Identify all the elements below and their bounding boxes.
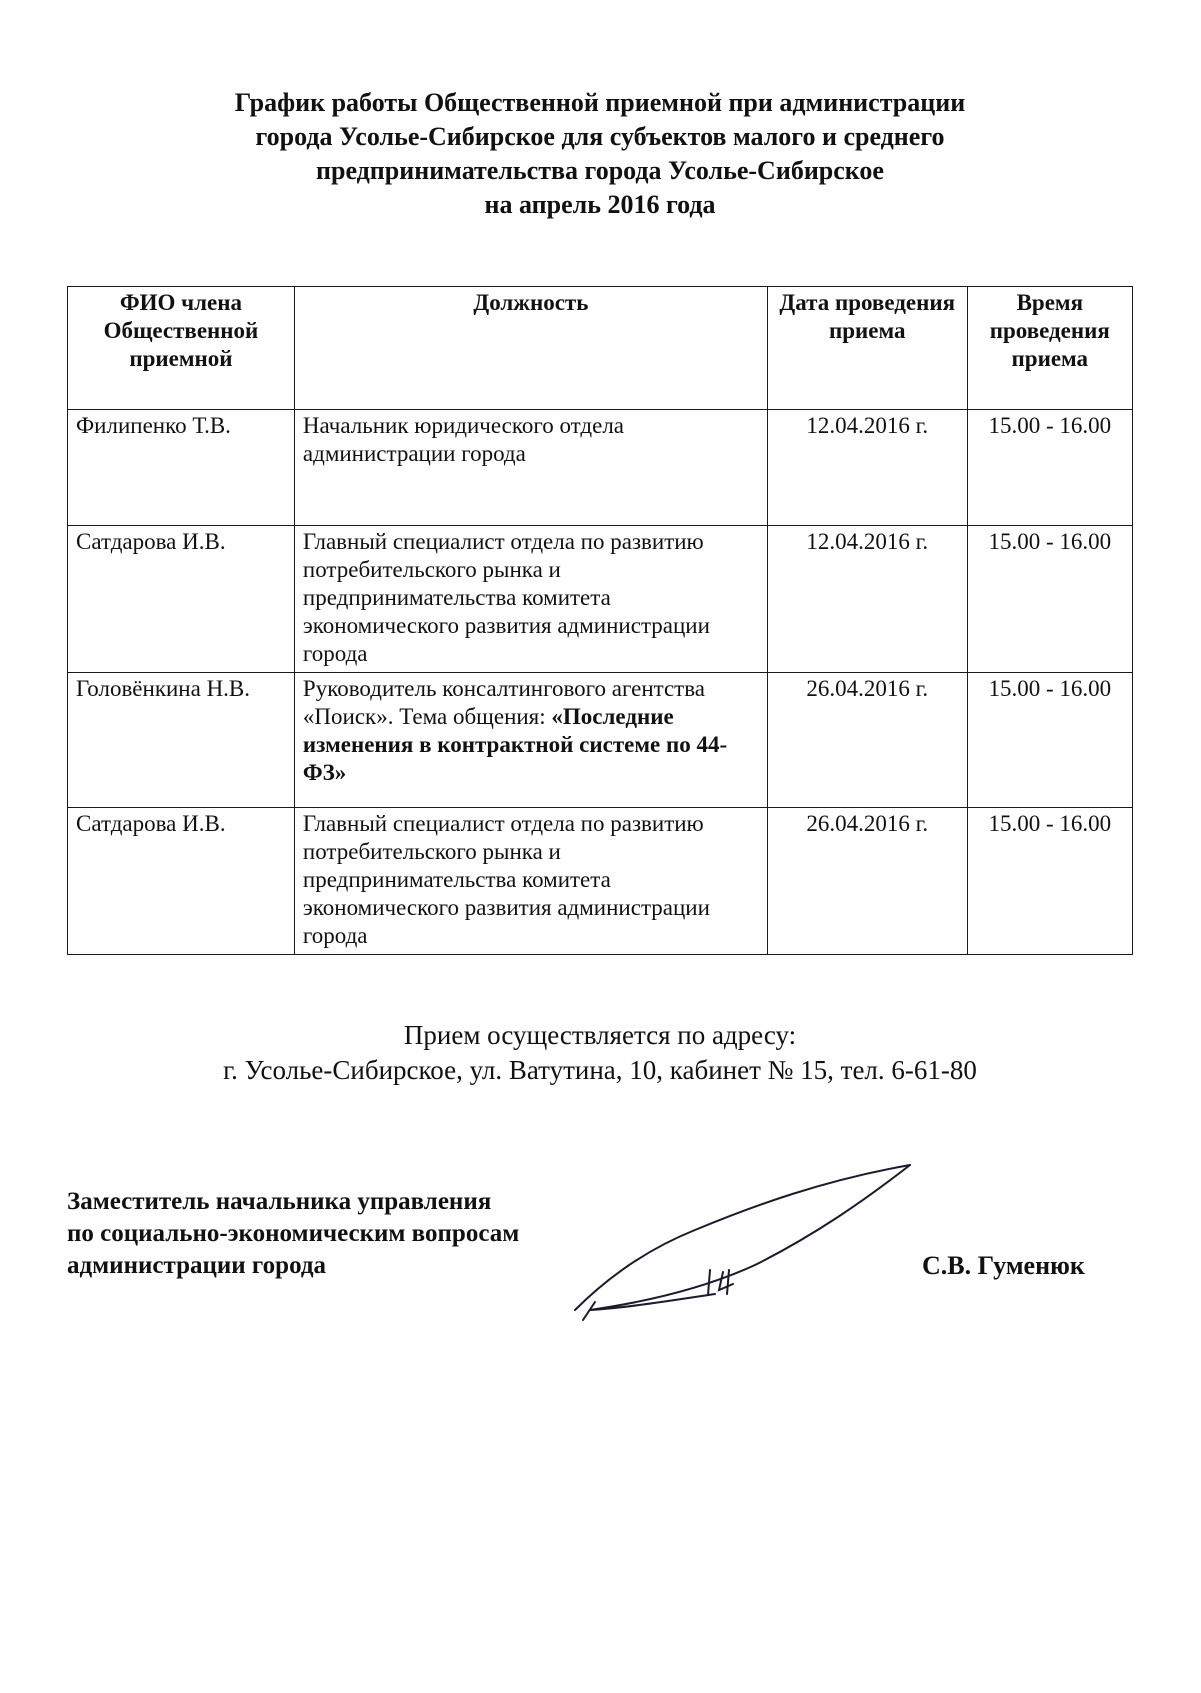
signer-position xyxy=(67,1186,519,1282)
signer-position-line-3: администрации города xyxy=(67,1252,326,1279)
title-line-3: предпринимательства города Усолье-Сибирское xyxy=(316,156,884,185)
signer-name: С.В. Гуменюк xyxy=(922,1251,1085,1280)
cell-position xyxy=(294,673,767,808)
cell-position: Главный специалист отдела по развитию потребительского рынка и предпринимательства комитета экономического развития администрации города xyxy=(294,526,767,673)
header-position: Должность xyxy=(294,287,767,410)
cell-name: Головёнкина Н.В. xyxy=(68,673,295,808)
table-row xyxy=(68,410,1133,526)
schedule-table xyxy=(67,286,1133,955)
handwritten-signature xyxy=(565,1160,925,1335)
cell-date: 12.04.2016 г. xyxy=(767,410,967,526)
table-row xyxy=(68,673,1133,808)
cell-position: Начальник юридического отдела администрации города xyxy=(294,410,767,526)
cell-time: 15.00 - 16.00 xyxy=(967,808,1132,955)
cell-time: 15.00 - 16.00 xyxy=(967,673,1132,808)
header-name: ФИО члена Общественной приемной xyxy=(68,287,295,410)
address-details: г. Усолье-Сибирское, ул. Ватутина, 10, кабинет № 15, тел. 6-61-80 xyxy=(223,1055,977,1085)
table-header-row xyxy=(68,287,1133,410)
header-date: Дата проведения приема xyxy=(767,287,967,410)
cell-time: 15.00 - 16.00 xyxy=(967,526,1132,673)
cell-name: Сатдарова И.В. xyxy=(68,526,295,673)
cell-name: Сатдарова И.В. xyxy=(68,808,295,955)
document-title xyxy=(90,86,1110,222)
title-line-4: на апрель 2016 года xyxy=(484,190,716,219)
title-line-2: города Усолье-Сибирское для субъектов малого и среднего xyxy=(255,122,945,151)
address-intro: Прием осуществляется по адресу: xyxy=(403,1020,797,1050)
position-plain-text: Руководитель консалтингового агентства «Поиск». Тема общения: xyxy=(302,676,705,729)
header-time: Время проведения приема xyxy=(967,287,1132,410)
cell-time: 15.00 - 16.00 xyxy=(967,410,1132,526)
cell-position: Главный специалист отдела по развитию потребительского рынка и предпринимательства комитета экономического развития администрации города xyxy=(294,808,767,955)
table-row xyxy=(68,808,1133,955)
cell-name: Филипенко Т.В. xyxy=(68,410,295,526)
cell-date: 12.04.2016 г. xyxy=(767,526,967,673)
signer-position-line-1: Заместитель начальника управления xyxy=(67,1188,492,1215)
cell-date: 26.04.2016 г. xyxy=(767,673,967,808)
cell-date: 26.04.2016 г. xyxy=(767,808,967,955)
table-row xyxy=(68,526,1133,673)
meeting-topic: «Последние изменения в контрактной системе по 44-ФЗ» xyxy=(302,704,728,785)
address-block xyxy=(90,1018,1110,1088)
signer-position-line-2: по социально-экономическим вопросам xyxy=(67,1220,520,1247)
title-line-1: График работы Общественной приемной при администрации xyxy=(234,88,966,117)
